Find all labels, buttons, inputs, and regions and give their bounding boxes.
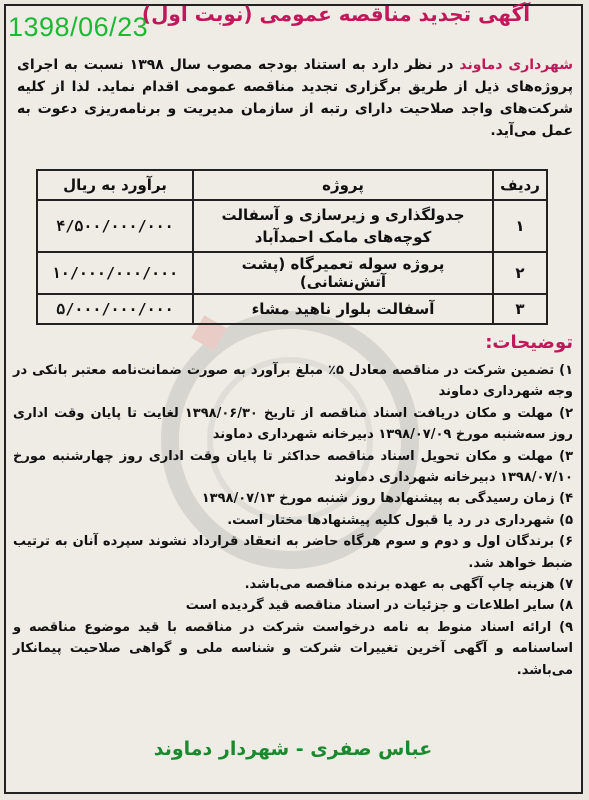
table-header-row bbox=[37, 170, 547, 200]
note-item: ۵) شهرداری در رد یا قبول کلیه پیشنهادها مختار است. bbox=[227, 512, 573, 528]
notes-list bbox=[13, 360, 573, 681]
note-item: ۴) زمان رسیدگی به پیشنهادها روز شنبه مورخ ۱۳۹۸/۰۷/۱۳ bbox=[201, 491, 573, 507]
row-number: ۱ bbox=[493, 200, 547, 252]
municipality-name: شهرداری دماوند bbox=[459, 57, 574, 73]
header-row-number: ردیف bbox=[493, 170, 547, 200]
table-row bbox=[37, 294, 547, 324]
row-number: ۳ bbox=[493, 294, 547, 324]
note-item: ۷) هزینه چاپ آگهی به عهده برنده مناقصه می‌باشد. bbox=[244, 577, 573, 593]
header-estimate: برآورد به ریال bbox=[37, 170, 193, 200]
table-row bbox=[37, 200, 547, 252]
row-number: ۲ bbox=[493, 252, 547, 294]
note-item: ۶) برندگان اول و دوم و سوم هرگاه حاضر به انعقاد قرارداد نشوند سپرده آنان به ترتیب ضبط خواهد شد. bbox=[13, 534, 573, 571]
project-name: پروژه سوله تعمیرگاه (پشت آتش‌نشانی) bbox=[193, 252, 493, 294]
intro-paragraph bbox=[17, 54, 573, 142]
project-estimate: ۵/۰۰۰/۰۰۰/۰۰۰ bbox=[37, 294, 193, 324]
date-stamp: 1398/06/23 bbox=[8, 12, 149, 42]
table-row bbox=[37, 252, 547, 294]
note-item: ۲) مهلت و مکان دریافت اسناد مناقصه از تاریخ ۱۳۹۸/۰۶/۳۰ لغایت تا پایان وقت اداری روز سه‌شنبه مورخ ۱۳۹۸/۰۷/۰۹ دبیرخانه شهرداری دماوند bbox=[13, 405, 573, 443]
signature: عباس صفری - شهردار دماوند bbox=[153, 738, 433, 760]
note-item: ۱) تضمین شرکت در مناقصه معادل ۵٪ مبلغ برآورد به صورت ضمانت‌نامه معتبر بانکی در وجه شهرداری دماوند bbox=[13, 363, 573, 400]
project-name: جدولگذاری و زیرسازی و آسفالت کوچه‌های مامک احمدآباد bbox=[193, 200, 493, 252]
notes-heading: توضیحات: bbox=[485, 332, 573, 353]
note-item: ۸) سایر اطلاعات و جزئیات در اسناد مناقصه قید گردیده است bbox=[185, 598, 573, 614]
note-item: ۳) مهلت و مکان تحویل اسناد مناقصه حداکثر تا پایان وقت اداری روز چهارشنبه مورخ ۱۳۹۸/۰۷/۱۰ دبیرخانه شهرداری دماوند bbox=[13, 448, 573, 486]
project-name: آسفالت بلوار ناهید مشاء bbox=[193, 294, 493, 324]
note-item: ۹) ارائه اسناد منوط به نامه درخواست شرکت در مناقصه با قید موضوع مناقصه و اساسنامه و آگهی آخرین تغییرات شرکت و شناسه ملی و گواهی صلاحیت پیمانکار می‌باشد. bbox=[13, 619, 573, 678]
page-title: آگهی تجدید مناقصه عمومی (نوبت اول) bbox=[141, 2, 531, 26]
project-estimate: ۴/۵۰۰/۰۰۰/۰۰۰ bbox=[37, 200, 193, 252]
header-project: پروژه bbox=[193, 170, 493, 200]
project-estimate: ۱۰/۰۰۰/۰۰۰/۰۰۰ bbox=[37, 252, 193, 294]
projects-table bbox=[36, 169, 548, 325]
intro-text: در نظر دارد به استناد بودجه مصوب سال ۱۳۹۸ نسبت به اجرای پروژه‌های ذیل از طریق برگزاری تجدید مناقصه عمومی اقدام نماید. لذا از کلیه شرکت‌های واجد صلاحیت دارای رتبه از سازمان مدیریت و برنامه‌ریزی دعوت به عمل می‌آید. bbox=[17, 57, 573, 139]
